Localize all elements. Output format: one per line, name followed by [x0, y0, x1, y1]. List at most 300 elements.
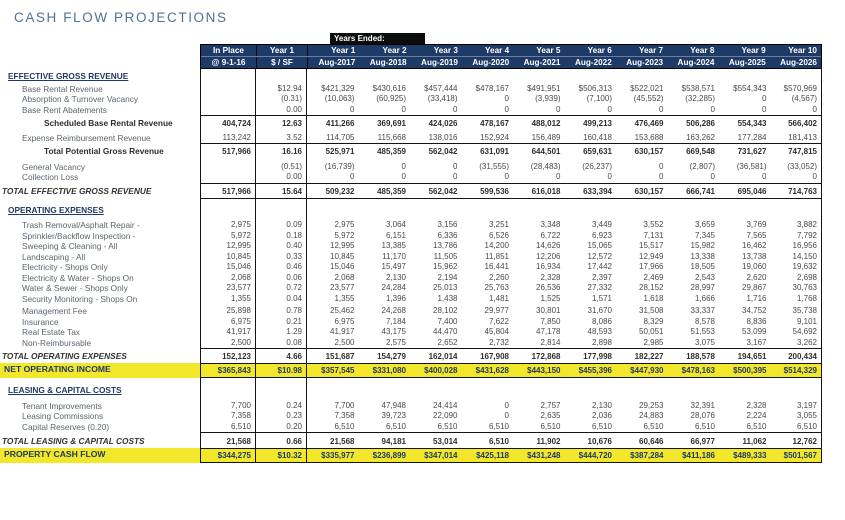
- row-label: General Vacancy: [22, 161, 86, 172]
- value-cell: 0.18: [256, 231, 307, 242]
- table-row: [0, 158, 822, 173]
- value-cell: [771, 378, 823, 396]
- value-cell: 3,449: [591, 220, 612, 229]
- header-col-bottom: Aug-2018: [369, 58, 407, 67]
- header-col-top: Year 2: [382, 46, 407, 55]
- value-cell: 27,332: [587, 283, 612, 292]
- value-cell: 0: [401, 161, 406, 171]
- value-cell: 24,883: [639, 411, 664, 420]
- value-cell: 2,635: [540, 411, 561, 420]
- value-cell: 3,064: [385, 220, 406, 229]
- value-cell: $430,616: [372, 83, 406, 93]
- value-cell: 3,882: [771, 215, 823, 231]
- row-label: Non-Reimbursable: [22, 337, 92, 348]
- value-cell: 631,091: [462, 143, 514, 158]
- value-cell: 13,786: [433, 241, 458, 250]
- value-cell: 14,200: [484, 241, 509, 250]
- value-cell: 24,268: [381, 306, 406, 315]
- value-cell: [616, 378, 668, 396]
- value-cell: $444,720: [565, 448, 617, 463]
- value-cell: 485,359: [359, 143, 411, 158]
- value-cell: 633,394: [565, 183, 617, 199]
- table-header: [200, 44, 822, 69]
- value-cell: 45,804: [484, 327, 509, 336]
- value-cell: 51,553: [690, 327, 715, 336]
- value-cell: 369,691: [359, 115, 411, 130]
- value-cell: 28,997: [690, 283, 715, 292]
- value-cell: (28,483): [530, 161, 561, 171]
- value-cell: 114,705: [326, 132, 355, 142]
- value-cell: 6,510: [462, 432, 514, 448]
- value-cell: 2,975: [200, 215, 256, 231]
- value-cell: 2,130: [385, 272, 406, 282]
- value-cell: 499,213: [565, 115, 617, 130]
- value-cell: [200, 82, 256, 95]
- row-label: TOTAL LEASING & CAPITAL COSTS: [2, 436, 145, 446]
- value-cell: 16,956: [771, 241, 823, 252]
- value-cell: 2,575: [385, 337, 406, 347]
- row-label: Capital Reserves (0.20): [22, 421, 110, 432]
- header-col-bottom: Aug-2024: [677, 58, 715, 67]
- value-cell: 0.33: [256, 252, 307, 263]
- value-cell: 0.08: [256, 338, 307, 349]
- value-cell: [462, 378, 514, 396]
- value-cell: 11,902: [513, 432, 565, 448]
- value-cell: [410, 199, 462, 216]
- value-cell: 0: [504, 400, 509, 410]
- value-cell: $501,567: [771, 448, 823, 463]
- value-cell: $489,333: [719, 448, 771, 463]
- value-cell: 26,536: [536, 283, 561, 292]
- value-cell: (4,567): [771, 94, 823, 105]
- value-cell: 506,286: [668, 115, 720, 130]
- value-cell: [616, 199, 668, 216]
- value-cell: 630,157: [616, 183, 668, 199]
- value-cell: 12,762: [771, 432, 823, 448]
- value-cell: 138,016: [428, 132, 458, 142]
- value-cell: [200, 158, 256, 173]
- value-cell: 18,505: [690, 262, 715, 271]
- value-cell: 14,626: [536, 241, 561, 250]
- row-label: Electricity & Water - Shops On: [22, 272, 134, 283]
- value-cell: 25,898: [200, 304, 256, 317]
- value-cell: 599,536: [462, 183, 514, 199]
- value-cell: 2,898: [591, 337, 612, 347]
- value-cell: $570,969: [771, 82, 823, 95]
- value-cell: 15,497: [381, 262, 406, 271]
- value-cell: [307, 199, 359, 216]
- value-cell: (31,555): [479, 161, 509, 171]
- row-label: Collection Loss: [22, 172, 79, 182]
- value-cell: 7,700: [334, 400, 355, 410]
- value-cell: 163,262: [686, 132, 715, 142]
- value-cell: [256, 199, 307, 216]
- value-cell: 16,934: [536, 262, 561, 271]
- header-col-bottom: $ / SF: [257, 57, 308, 68]
- value-cell: 714,763: [771, 183, 823, 199]
- value-cell: 509,232: [307, 183, 359, 199]
- value-cell: 7,358: [200, 411, 256, 422]
- value-cell: 0.00: [256, 105, 307, 116]
- value-cell: 16,441: [484, 262, 509, 271]
- value-cell: 0.24: [256, 396, 307, 412]
- header-col-bottom: Aug-2025: [728, 58, 766, 67]
- value-cell: 2,224: [746, 411, 767, 420]
- value-cell: 2,068: [200, 273, 256, 284]
- row-label: EFFECTIVE GROSS REVENUE: [8, 71, 129, 81]
- value-cell: $10.32: [256, 448, 307, 463]
- row-label: Total Potential Gross Revenue: [44, 146, 164, 156]
- value-cell: 25,763: [484, 283, 509, 292]
- table-header-row-bottom: [201, 56, 821, 68]
- table-row: [0, 82, 822, 95]
- value-cell: 0: [453, 161, 458, 171]
- value-cell: [256, 69, 307, 82]
- table-row: [0, 199, 822, 216]
- value-cell: 29,253: [639, 400, 664, 410]
- value-cell: 525,971: [307, 143, 359, 158]
- table-row: [0, 304, 822, 317]
- table-row: [0, 432, 822, 448]
- value-cell: 3,262: [771, 338, 823, 349]
- value-cell: 8,086: [591, 316, 612, 326]
- value-cell: $331,080: [359, 363, 411, 378]
- value-cell: 404,724: [200, 115, 256, 130]
- value-cell: 1,716: [746, 293, 767, 303]
- value-cell: [565, 378, 617, 396]
- value-cell: 54,692: [771, 327, 823, 338]
- value-cell: [719, 378, 771, 396]
- value-cell: 0: [504, 411, 509, 420]
- value-cell: 0: [556, 172, 561, 181]
- value-cell: 25,462: [330, 306, 355, 315]
- value-cell: 6,151: [385, 230, 406, 240]
- value-cell: 0.72: [256, 283, 307, 294]
- value-cell: 1,768: [771, 294, 823, 305]
- value-cell: 11,170: [382, 251, 406, 261]
- value-cell: 19,060: [742, 262, 767, 271]
- value-cell: [200, 105, 256, 116]
- value-cell: 167,908: [462, 348, 514, 363]
- value-cell: 7,131: [643, 230, 664, 240]
- value-cell: 0: [710, 172, 715, 181]
- value-cell: 162,014: [410, 348, 462, 363]
- value-cell: 34,752: [742, 306, 767, 315]
- value-cell: [616, 69, 668, 82]
- value-cell: 2,975: [334, 220, 355, 229]
- value-cell: 8,578: [694, 316, 715, 326]
- value-cell: 188,578: [668, 348, 720, 363]
- value-cell: 630,157: [616, 143, 668, 158]
- value-cell: 1.29: [256, 327, 307, 338]
- table-row: [0, 363, 822, 378]
- table-row: [0, 115, 822, 130]
- value-cell: 0: [504, 94, 509, 103]
- table-row: [0, 183, 822, 199]
- value-cell: [359, 69, 411, 82]
- value-cell: 12.63: [256, 115, 307, 130]
- value-cell: (33,418): [427, 94, 458, 103]
- value-cell: 3,348: [540, 220, 561, 229]
- value-cell: 2,620: [746, 272, 767, 282]
- value-cell: 3,552: [643, 220, 664, 229]
- value-cell: 1,355: [334, 293, 355, 303]
- value-cell: 23,577: [330, 283, 355, 292]
- value-cell: [462, 199, 514, 216]
- value-cell: 2,757: [540, 400, 561, 410]
- value-cell: [359, 378, 411, 396]
- value-cell: $500,395: [719, 363, 771, 378]
- value-cell: 2,328: [540, 272, 561, 282]
- value-cell: 0.20: [256, 422, 307, 433]
- value-cell: 0: [504, 104, 509, 114]
- row-label: Management Fee: [22, 306, 88, 316]
- value-cell: 21,568: [200, 432, 256, 448]
- value-cell: 562,042: [410, 183, 462, 199]
- table-body: [0, 69, 822, 463]
- header-col-top: Year 4: [485, 46, 510, 55]
- value-cell: 0.78: [256, 304, 307, 317]
- value-cell: 19,632: [771, 262, 823, 273]
- table-row: [0, 273, 822, 284]
- cash-flow-table: [0, 44, 822, 463]
- value-cell: 12,995: [330, 241, 355, 250]
- value-cell: 6,510: [591, 421, 612, 431]
- row-label: Leasing Commissions: [22, 411, 104, 421]
- value-cell: 29,977: [484, 306, 509, 315]
- value-cell: 6,510: [488, 421, 509, 431]
- value-cell: 485,359: [359, 183, 411, 199]
- value-cell: 1,525: [540, 293, 561, 303]
- value-cell: 0.04: [256, 294, 307, 305]
- value-cell: 2,328: [746, 400, 767, 410]
- table-row: [0, 411, 822, 422]
- value-cell: 517,966: [200, 183, 256, 199]
- value-cell: 53,099: [742, 327, 767, 336]
- header-col-bottom: Aug-2023: [626, 58, 664, 67]
- value-cell: 4.66: [256, 348, 307, 363]
- value-cell: 0: [710, 104, 715, 114]
- table-row: [0, 448, 822, 463]
- value-cell: [200, 94, 256, 105]
- value-cell: 3,055: [771, 411, 823, 422]
- value-cell: 6,510: [385, 421, 406, 431]
- value-cell: $10.98: [256, 363, 307, 378]
- value-cell: 0.09: [256, 215, 307, 231]
- value-cell: (26,237): [582, 161, 612, 171]
- value-cell: 517,966: [200, 143, 256, 158]
- value-cell: 7,850: [540, 316, 561, 326]
- table-row: [0, 94, 822, 105]
- value-cell: (36,581): [736, 161, 767, 171]
- value-cell: $335,977: [307, 448, 359, 463]
- value-cell: 0: [771, 172, 823, 183]
- value-cell: 15,962: [433, 262, 458, 271]
- value-cell: 154,279: [359, 348, 411, 363]
- value-cell: [200, 69, 256, 82]
- value-cell: 11,505: [433, 251, 458, 261]
- value-cell: $344,275: [200, 448, 256, 463]
- header-col-top: Year 10: [788, 46, 817, 55]
- value-cell: 153,688: [634, 132, 664, 142]
- value-cell: [410, 69, 462, 82]
- table-row: [0, 422, 822, 433]
- value-cell: 488,012: [513, 115, 565, 130]
- value-cell: $491,951: [527, 83, 561, 93]
- value-cell: 0: [607, 104, 612, 114]
- header-col-bottom: Aug-2021: [523, 58, 561, 67]
- row-label: LEASING & CAPITAL COSTS: [8, 385, 122, 395]
- value-cell: 41,917: [330, 327, 355, 336]
- value-cell: [513, 69, 565, 82]
- value-cell: 28,152: [639, 283, 664, 292]
- value-cell: 6,923: [591, 230, 612, 240]
- value-cell: 35,738: [771, 304, 823, 317]
- years-ended-chip: Years Ended:: [330, 33, 425, 44]
- value-cell: 6,722: [540, 230, 561, 240]
- value-cell: 1,481: [488, 293, 509, 303]
- value-cell: 0.06: [256, 273, 307, 284]
- value-cell: 2,036: [591, 411, 612, 420]
- value-cell: 24,284: [381, 283, 406, 292]
- value-cell: 7,565: [746, 230, 767, 240]
- row-label: Electricity - Shops Only: [22, 262, 108, 272]
- table-row: [0, 231, 822, 242]
- row-label: Tenant Improvements: [22, 400, 102, 411]
- value-cell: 22,090: [433, 411, 458, 420]
- value-cell: [719, 199, 771, 216]
- value-cell: 94,181: [359, 432, 411, 448]
- value-cell: 1,438: [437, 293, 458, 303]
- value-cell: 13,338: [690, 251, 715, 261]
- value-cell: 28,102: [433, 306, 458, 315]
- value-cell: 182,227: [616, 348, 668, 363]
- value-cell: 0: [504, 172, 509, 181]
- value-cell: 478,167: [462, 115, 514, 130]
- value-cell: 3,156: [437, 220, 458, 229]
- value-cell: 152,123: [200, 348, 256, 363]
- table-row: [0, 294, 822, 305]
- value-cell: $538,571: [681, 83, 715, 93]
- value-cell: (0.31): [256, 94, 307, 105]
- page-title: CASH FLOW PROJECTIONS: [14, 10, 228, 25]
- value-cell: 0: [771, 105, 823, 116]
- table-row: [0, 252, 822, 263]
- value-cell: 0.40: [256, 241, 307, 252]
- value-cell: $478,167: [475, 83, 509, 93]
- value-cell: 2,130: [591, 400, 612, 410]
- value-cell: 25,013: [433, 283, 458, 292]
- value-cell: 10,676: [565, 432, 617, 448]
- value-cell: (2,807): [689, 161, 715, 171]
- header-col-bottom: Aug-2022: [574, 58, 612, 67]
- value-cell: $457,444: [424, 83, 458, 93]
- value-cell: 15,046: [330, 262, 355, 271]
- value-cell: 6,975: [334, 316, 355, 326]
- value-cell: 2,397: [591, 272, 612, 282]
- value-cell: [513, 199, 565, 216]
- value-cell: $236,899: [359, 448, 411, 463]
- value-cell: 5,972: [334, 230, 355, 240]
- value-cell: 39,723: [381, 411, 406, 420]
- value-cell: $421,329: [321, 83, 355, 93]
- table-row: [0, 69, 822, 82]
- header-col-top: Year 1: [257, 45, 308, 56]
- value-cell: $347,014: [410, 448, 462, 463]
- value-cell: 2,260: [488, 272, 509, 282]
- value-cell: 0: [350, 104, 355, 114]
- value-cell: 115,668: [377, 132, 406, 142]
- value-cell: 2,652: [437, 337, 458, 347]
- row-label: Expense Reimbursement Revenue: [22, 132, 151, 143]
- value-cell: 43,175: [381, 327, 406, 336]
- value-cell: 12,995: [200, 241, 256, 252]
- value-cell: 1,618: [643, 293, 664, 303]
- value-cell: 16,462: [742, 241, 767, 250]
- value-cell: 1,571: [591, 293, 612, 303]
- value-cell: 152,924: [480, 132, 509, 142]
- value-cell: 0.00: [256, 172, 307, 183]
- value-cell: 3,167: [746, 337, 767, 347]
- value-cell: [719, 69, 771, 82]
- row-label: OPERATING EXPENSES: [8, 204, 104, 215]
- value-cell: 31,670: [587, 306, 612, 315]
- value-cell: 0: [762, 172, 767, 181]
- value-cell: 181,413: [771, 130, 823, 144]
- value-cell: 0: [401, 172, 406, 181]
- value-cell: 2,732: [488, 337, 509, 347]
- value-cell: 24,414: [433, 400, 458, 410]
- value-cell: 12,572: [587, 251, 612, 261]
- value-cell: 60,646: [616, 432, 668, 448]
- value-cell: $411,186: [668, 448, 720, 463]
- value-cell: 666,741: [668, 183, 720, 199]
- value-cell: 17,442: [587, 262, 612, 271]
- value-cell: [410, 378, 462, 396]
- value-cell: 10,845: [200, 252, 256, 263]
- value-cell: 3,197: [771, 396, 823, 412]
- table-row: [0, 105, 822, 116]
- table-row: [0, 348, 822, 363]
- row-label: Absorption & Turnover Vacancy: [22, 94, 139, 104]
- value-cell: 2,814: [540, 337, 561, 347]
- table-row: [0, 378, 822, 396]
- value-cell: 616,018: [513, 183, 565, 199]
- header-col-top: Year 5: [536, 46, 561, 55]
- value-cell: 6,510: [200, 422, 256, 433]
- value-cell: $443,150: [513, 363, 565, 378]
- value-cell: $365,843: [200, 363, 256, 378]
- value-cell: [359, 199, 411, 216]
- value-cell: [771, 69, 823, 82]
- value-cell: (60,925): [376, 94, 406, 103]
- value-cell: 6,336: [437, 230, 458, 240]
- value-cell: 31,508: [639, 306, 664, 315]
- value-cell: 0: [659, 104, 664, 114]
- value-cell: $431,628: [462, 363, 514, 378]
- value-cell: 2,985: [643, 337, 664, 347]
- value-cell: 6,510: [746, 421, 767, 431]
- row-label: Sweeping & Cleaning - All: [22, 241, 118, 251]
- value-cell: 0: [762, 94, 767, 103]
- value-cell: 172,868: [513, 348, 565, 363]
- value-cell: 476,469: [616, 115, 668, 130]
- value-cell: 29,867: [742, 283, 767, 292]
- value-cell: 12,949: [639, 251, 664, 261]
- value-cell: 12,206: [536, 251, 561, 261]
- header-col-top: Year 1: [331, 46, 356, 55]
- value-cell: 7,622: [488, 316, 509, 326]
